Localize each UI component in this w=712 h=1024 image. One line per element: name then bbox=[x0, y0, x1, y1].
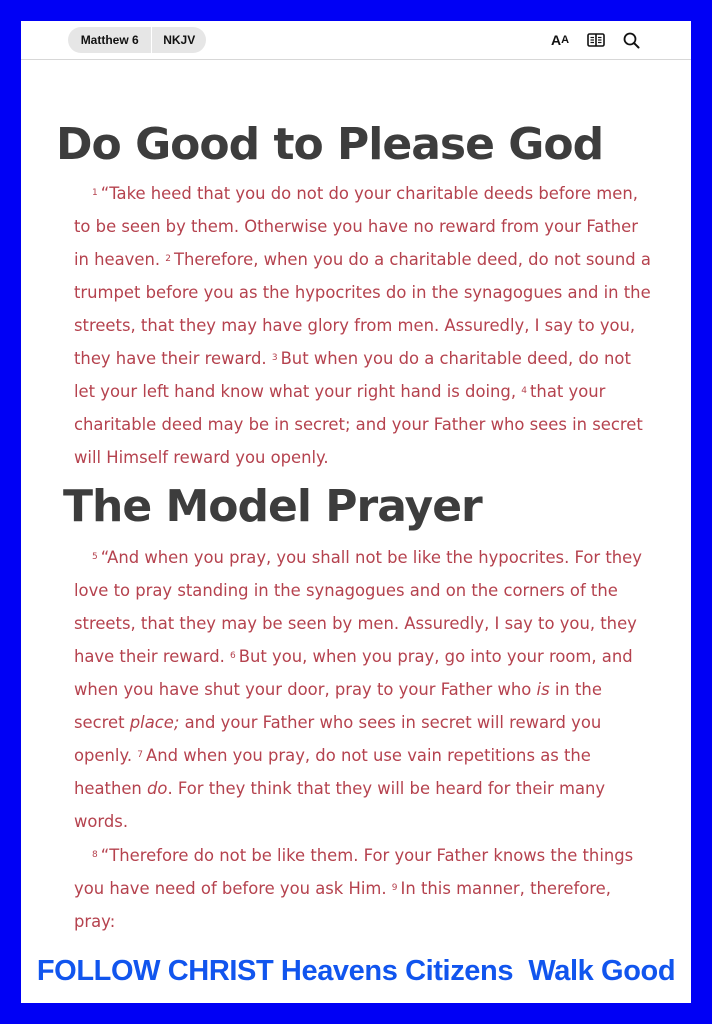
book-icon[interactable] bbox=[586, 30, 606, 50]
verse-number[interactable]: 9 bbox=[391, 883, 398, 893]
verse-text[interactable]: Therefore, when you do a charitable deed, do not sound a trumpet before you as the hypocrites do in the synagogues and in the streets, that they may have glory from men. Assuredly, I say to you, they have their reward. bbox=[74, 250, 651, 368]
verse-number[interactable]: 5 bbox=[92, 552, 98, 562]
verse-number[interactable]: 3 bbox=[271, 353, 278, 363]
verse-text[interactable]: that your charitable deed may be in secret; and your Father who sees in secret will Himself reward you openly. bbox=[74, 382, 643, 467]
version-button[interactable]: NKJV bbox=[163, 33, 196, 47]
overlay-banner: FOLLOW CHRIST Heavens Citizens Walk Good bbox=[36, 955, 676, 987]
verse-number[interactable]: 8 bbox=[92, 850, 98, 860]
verse-text[interactable]: “And when you pray, you shall not be like the hypocrites. For they love to pray standing in the synagogues and on the corners of the streets, that they may be seen by men. Assuredly, I say to you, they have their reward. bbox=[74, 548, 642, 666]
verse-paragraph bbox=[74, 177, 654, 474]
verse-text[interactable]: But when you do a charitable deed, do not let your left hand know what your right hand is doing, bbox=[74, 349, 631, 401]
verse-number[interactable]: 1 bbox=[92, 188, 98, 198]
verse-number[interactable]: 2 bbox=[165, 254, 171, 264]
verse-paragraph bbox=[74, 839, 654, 938]
verse-paragraph bbox=[74, 541, 654, 838]
verse-text[interactable]: And when you pray, do not use vain repetitions as the heathen do. For they think that they will be heard for their many words. bbox=[74, 746, 606, 831]
passage-selector bbox=[68, 27, 206, 53]
verse-number[interactable]: 6 bbox=[230, 651, 236, 661]
text-size-icon[interactable]: A A bbox=[550, 32, 570, 48]
section-heading: Do Good to Please God bbox=[56, 119, 604, 170]
verse-text[interactable]: “Therefore do not be like them. For your Father knows the things you have need of before you ask Him. bbox=[74, 846, 634, 898]
reader-page bbox=[21, 21, 691, 1003]
section-heading: The Model Prayer bbox=[63, 481, 482, 532]
search-icon[interactable] bbox=[621, 30, 641, 50]
verse-number[interactable]: 7 bbox=[137, 750, 143, 760]
verse-number[interactable]: 4 bbox=[521, 386, 527, 396]
verse-text[interactable]: But you, when you pray, go into your room, and when you have shut your door, pray to your Father who is in the secret place; and your Father who sees in secret will reward you openly. bbox=[74, 647, 633, 765]
top-toolbar bbox=[21, 21, 691, 60]
verse-text[interactable]: “Take heed that you do not do your charitable deeds before men, to be seen by them. Otherwise you have no reward from your Father in heaven. bbox=[74, 184, 638, 269]
verse-text[interactable]: In this manner, therefore, pray: bbox=[74, 879, 611, 931]
book-chapter-button[interactable]: Matthew 6 bbox=[68, 27, 152, 53]
